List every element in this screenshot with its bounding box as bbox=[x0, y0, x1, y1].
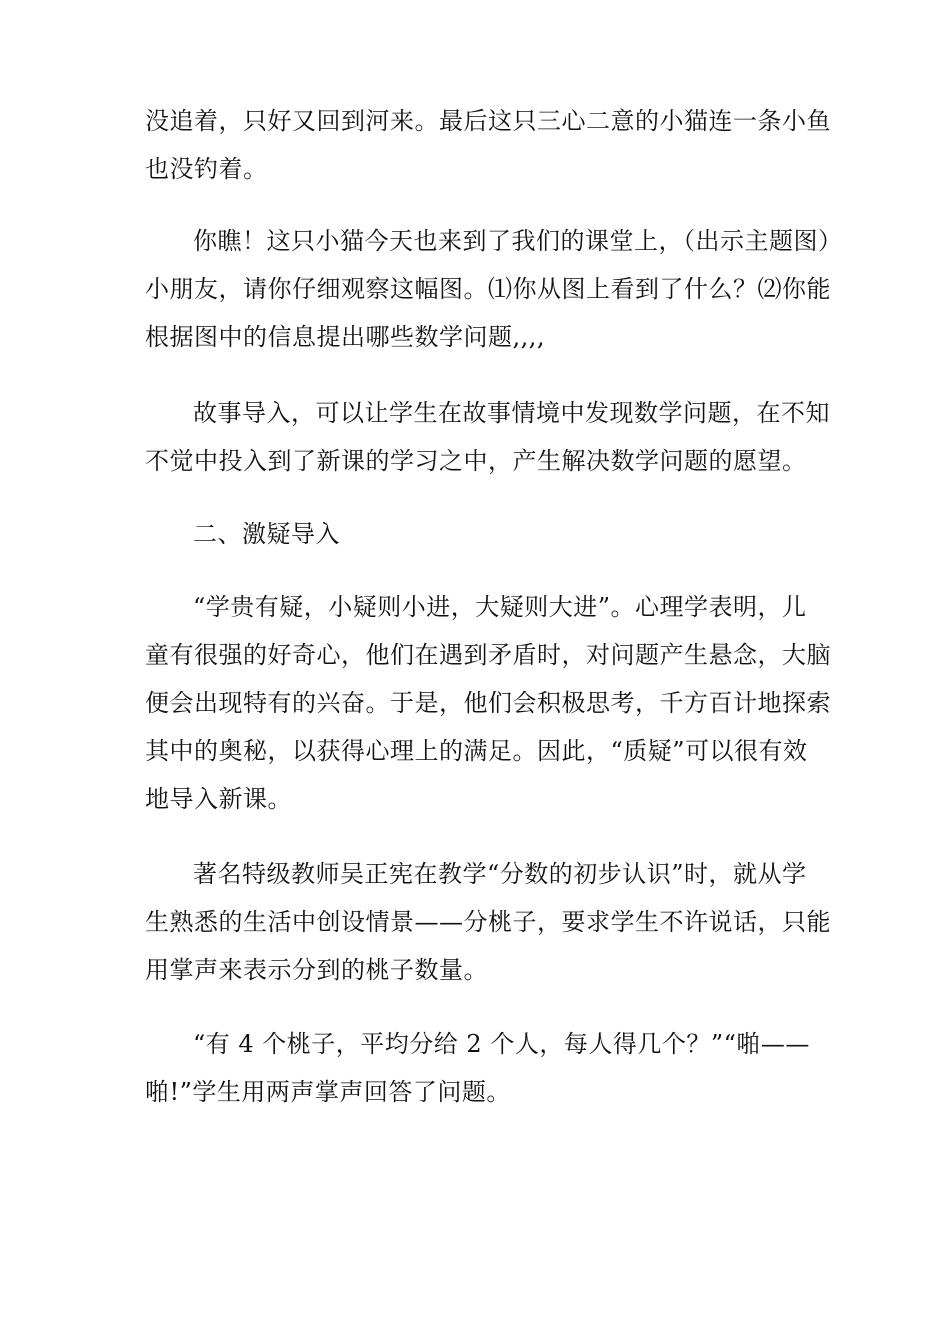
paragraph-story-intro-summary bbox=[145, 389, 830, 485]
text-line: 小朋友，请你仔细观察这幅图。⑴你从图上看到了什么？⑵你能 bbox=[145, 275, 831, 303]
text-line: 童有很强的好奇心，他们在遇到矛盾时，对问题产生悬念，大脑 bbox=[145, 641, 831, 669]
text-line: 生熟悉的生活中创设情景——分桃子，要求学生不许说话，只能 bbox=[145, 908, 831, 936]
text-line: 也没钓着。 bbox=[145, 155, 268, 183]
text-line: 你瞧！这只小猫今天也来到了我们的课堂上，（出示主题图） bbox=[193, 227, 843, 255]
text-line: “学贵有疑，小疑则小进，大疑则大进”。心理学表明，儿 bbox=[193, 593, 807, 621]
paragraph-peach-question bbox=[145, 1020, 815, 1116]
text-line: 不觉中投入到了新课的学习之中，产生解决数学问题的愿望。 bbox=[145, 447, 807, 475]
section-heading: 二、激疑导入 bbox=[193, 520, 340, 548]
text-line: 没追着，只好又回到河来。最后这只三心二意的小猫连一条小鱼 bbox=[145, 107, 831, 135]
text-line: “有 4 个桃子，平均分给 2 个人，每人得几个？”“啪—— bbox=[193, 1030, 810, 1058]
paragraph-doubt-intro bbox=[145, 583, 831, 823]
text-line: 啪!”学生用两声掌声回答了问题。 bbox=[145, 1078, 511, 1106]
text-line: 故事导入，可以让学生在故事情境中发现数学问题，在不知 bbox=[193, 399, 830, 427]
text-line: 用掌声来表示分到的桃子数量。 bbox=[145, 956, 488, 984]
text-line: 地导入新课。 bbox=[145, 785, 292, 813]
text-line: 著名特级教师吴正宪在教学“分数的初步认识”时，就从学 bbox=[193, 860, 807, 888]
paragraph-story-ending bbox=[145, 97, 831, 193]
text-line: 其中的奥秘，以获得心理上的满足。因此，“质疑”可以很有效 bbox=[145, 737, 808, 765]
text-line: 便会出现特有的兴奋。于是，他们会积极思考，千方百计地探索 bbox=[145, 689, 831, 717]
paragraph-show-theme-picture bbox=[145, 217, 843, 361]
text-line: 根据图中的信息提出哪些数学问题,,,, bbox=[145, 323, 546, 351]
paragraph-teacher-example bbox=[145, 850, 831, 994]
section-heading-doubt-intro bbox=[145, 510, 815, 558]
